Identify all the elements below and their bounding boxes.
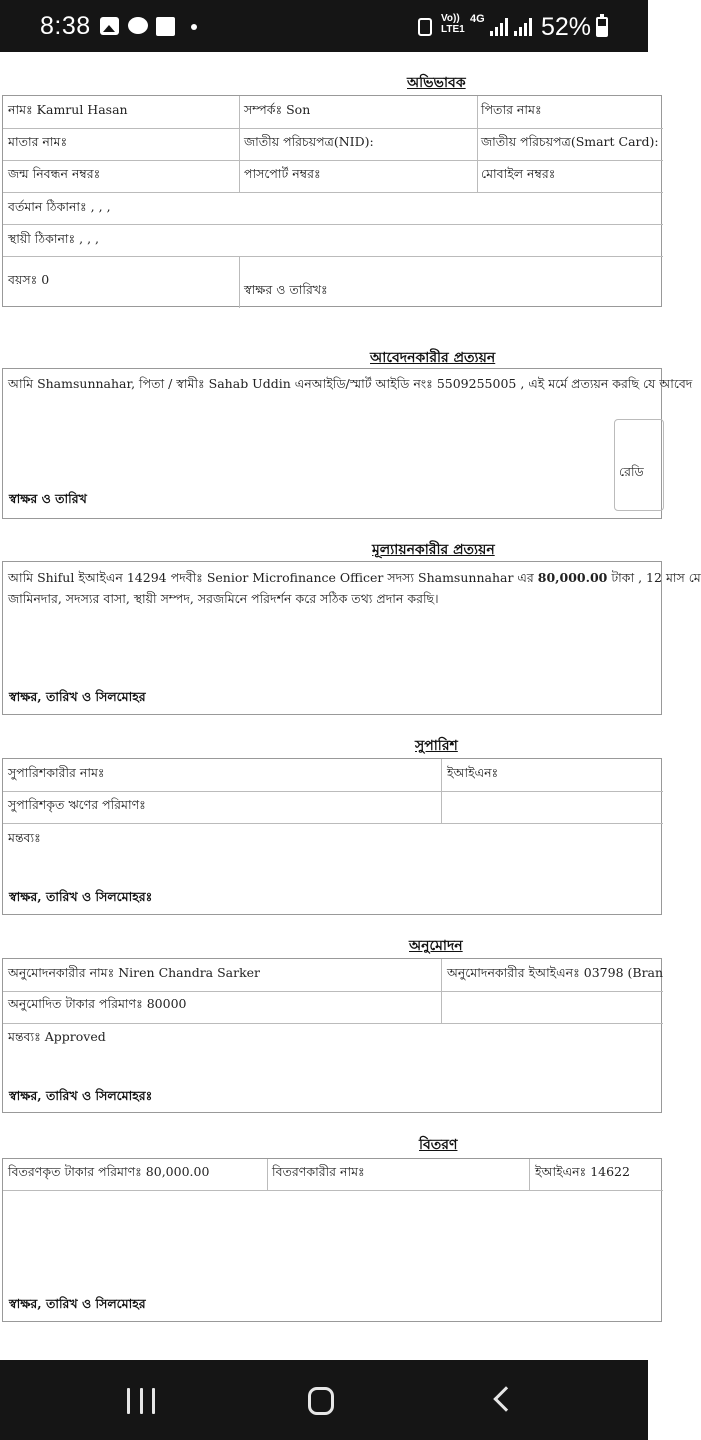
disbursement-signature-label: স্বাক্ষর, তারিখ ও সিলমোহর [9,1296,146,1311]
battery-percent: 52% [541,13,592,41]
guardian-smart-card: জাতীয় পরিচয়পত্র(Smart Card): [481,134,659,149]
divider [239,256,240,308]
guardian-age: বয়সঃ 0 [8,272,50,287]
recommendation-heading: সুপারিশ [415,738,458,754]
disbursed-amount: বিতরণকৃত টাকার পরিমাণঃ 80,000.00 [8,1164,210,1179]
recommender-name: সুপারিশকারীর নামঃ [8,765,105,780]
loan-form-page[interactable] [0,52,701,1360]
guardian-signature-date: স্বাক্ষর ও তারিখঃ [244,282,328,297]
evaluator-signature-label: স্বাক্ষর, তারিখ ও সিলমোহর [9,689,146,704]
guardian-name: নামঃ Kamrul Hasan [8,102,128,117]
recommended-amount: সুপারিশকৃত ঋণের পরিমাণঃ [8,797,146,812]
divider [267,1159,268,1190]
divider [3,791,663,792]
disburser-name: বিতরণকারীর নামঃ [272,1164,365,1179]
divider [3,1190,663,1191]
applicant-signature-label: স্বাক্ষর ও তারিখ [9,491,87,506]
divider [3,160,663,161]
divider [3,823,663,824]
approval-heading: অনুমোদন [409,938,463,954]
photo-box-label: রেডি [619,464,644,479]
approver-name: অনুমোদনকারীর নামঃ Niren Chandra Sarker [8,965,261,980]
evaluator-declaration-line2: জামিনদার, সদস্যর বাসা, স্থায়ী সম্পদ, সরজমিনে পরিদর্শন করে সঠিক তথ্য প্রদান করছি। [8,591,439,606]
guardian-permanent-address: স্থায়ী ঠিকানাঃ , , , [8,231,100,246]
evaluator-declaration-heading: মূল্যায়নকারীর প্রত্যয়ন [372,542,495,558]
recommendation-comment: মন্তব্যঃ [8,830,41,845]
navigation-bar [0,1360,648,1440]
guardian-mobile: মোবাইল নম্বরঃ [481,166,556,181]
approval-comment: মন্তব্যঃ Approved [8,1029,106,1044]
divider [529,1159,530,1190]
evaluator-amount: 80,000.00 [537,570,608,585]
square-icon [156,17,175,36]
recent-apps-icon[interactable] [127,1388,155,1414]
disbursement-heading: বিতরণ [419,1137,458,1153]
signal-icon [490,16,512,36]
evaluator-text-part: টাকা , 12 মাস মে [607,570,701,585]
divider [239,96,240,192]
divider [3,1023,663,1024]
divider [3,192,663,193]
divider [3,256,663,257]
guardian-heading: অভিভাবক [407,75,466,91]
battery-saver-icon [418,18,432,36]
guardian-birth-reg: জন্ম নিবন্ধন নম্বরঃ [8,166,101,181]
divider [3,991,663,992]
battery-icon [596,17,608,37]
guardian-mother-name: মাতার নামঃ [8,134,68,149]
recommendation-signature-label: স্বাক্ষর, তারিখ ও সিলমোহরঃ [9,889,153,904]
approver-ein: অনুমোদনকারীর ইআইএনঃ 03798 (Bran [447,965,664,980]
approval-signature-label: স্বাক্ষর, তারিখ ও সিলমোহরঃ [9,1088,153,1103]
guardian-father-name: পিতার নামঃ [481,102,542,117]
dot-icon [191,24,197,30]
divider [441,759,442,823]
chat-icon [128,17,148,34]
approved-amount: অনুমোদিত টাকার পরিমাণঃ 80000 [8,996,187,1011]
applicant-declaration-heading: আবেদনকারীর প্রত্যয়ন [370,350,496,366]
divider [3,224,663,225]
evaluator-text-part: আমি Shiful ইআইএন 14294 পদবীঃ Senior Microfinance Officer সদস্য Shamsunnahar এর [8,570,538,585]
divider [3,128,663,129]
applicant-declaration-text: আমি Shamsunnahar, পিতা / স্বামীঃ Sahab Uddin এনআইডি/স্মার্ট আইডি নংঃ 5509255005 , এই মর্মে প্রত্যয়ন করছি যে আবেদ [8,376,693,391]
evaluator-declaration-text [8,567,701,588]
guardian-nid: জাতীয় পরিচয়পত্র(NID): [244,134,374,149]
signal-icon [514,16,536,36]
recommender-ein: ইআইএনঃ [447,765,499,780]
status-time: 8:38 [40,12,91,40]
guardian-relation: সম্পর্কঃ Son [244,102,311,117]
network-label: Vo)) LTE1 [441,13,465,35]
home-icon[interactable] [308,1387,334,1415]
guardian-present-address: বর্তমান ঠিকানাঃ , , , [8,199,111,214]
gallery-icon [100,17,119,35]
divider [441,959,442,1023]
back-icon[interactable] [493,1386,518,1411]
disburser-ein: ইআইএনঃ 14622 [535,1164,630,1179]
divider [477,96,478,192]
guardian-passport: পাসপোর্ট নম্বরঃ [244,166,321,181]
status-bar [0,0,648,52]
network-type: 4G [470,13,485,25]
